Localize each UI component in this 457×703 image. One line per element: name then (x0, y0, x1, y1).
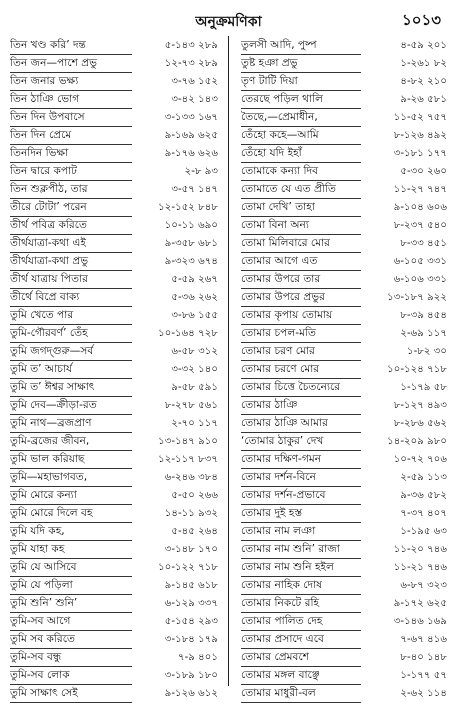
entry-reference: ৭-৩৭ ৪০৭ (400, 508, 447, 519)
entry-reference: ৩-৩২ ১৪০ (171, 364, 218, 375)
index-entry (229, 414, 451, 432)
entry-reference: ৯-৩২৩ ৬৭৪ (164, 256, 218, 267)
entry-text: তুমি-সব আগে (10, 612, 132, 631)
index-entry (229, 486, 451, 504)
entry-text: তোমার চপল-মতি (241, 324, 361, 343)
entry-text: তুমি যদি কহ, (10, 522, 132, 541)
index-entry (229, 558, 451, 576)
entry-text: তুমি সব করিতে (10, 630, 132, 649)
entry-reference: ১-১৭৭ ৫৭ (400, 670, 447, 681)
index-entry (6, 522, 228, 540)
entry-reference: ৩-৮৬ ১৫৫ (171, 310, 218, 321)
index-entry (6, 252, 228, 270)
index-entry (229, 144, 451, 162)
entry-reference: ১২-১১৭ ৮৩৭ (158, 454, 218, 465)
entry-reference: ৭-৯ ৪০১ (178, 652, 218, 663)
entry-reference: ৫-৩৬ ২৬২ (171, 292, 218, 303)
index-entry (6, 576, 228, 594)
entry-text: তোমার উপরে তার (241, 270, 361, 289)
entry-reference: ৯-৫৮ ৫৯১ (171, 382, 218, 393)
index-entry (6, 324, 228, 342)
entry-reference: ১০-১২২ ৭১৮ (158, 562, 218, 573)
entry-text: তুমি যে আসিবে (10, 558, 132, 577)
entry-text: তীর্থে বিপ্রে বাক্য (10, 288, 132, 307)
entry-reference: ১-১৯৫ ৬৩ (400, 526, 447, 537)
index-entry (6, 270, 228, 288)
entry-reference: ১৩-১৮৭ ৯২২ (387, 292, 447, 303)
index-entry (229, 252, 451, 270)
entry-reference: ১-১৭৯ ৫৮ (400, 382, 447, 393)
entry-reference: ১১-৫২ ৭৫৭ (393, 112, 447, 123)
index-entry (6, 306, 228, 324)
entry-text: তুলসী আদি, পুষ্প (241, 36, 361, 55)
entry-text: তীর্থযাত্রা-কথা এই (10, 234, 132, 253)
index-entry (6, 486, 228, 504)
index-entry (229, 432, 451, 450)
entry-text: তৈছে,—প্রেমাধীন, (241, 108, 361, 127)
entry-text: তোমার মাধুরী-বল (241, 684, 361, 703)
entry-text: তিনদিন ভিক্ষা (10, 144, 132, 163)
index-entry (229, 378, 451, 396)
entry-reference: ৬-১০৫ ৩৩১ (393, 256, 447, 267)
index-entry (6, 414, 228, 432)
entry-reference: ৮-১২৬ ৪৯২ (393, 130, 447, 141)
right-column (229, 36, 451, 699)
index-entry (229, 216, 451, 234)
index-entry (6, 504, 228, 522)
entry-text: তুমি ত’ আচার্য (10, 360, 132, 379)
entry-reference: ২-৮ ৯৩ (184, 166, 218, 177)
entry-reference: ১১-২০ ৭৪৬ (393, 544, 447, 555)
entry-text: তেরছে পড়িল থালি (241, 90, 361, 109)
page-number: ১০১৩ (402, 11, 441, 29)
entry-text: তুমি যাহা কহ (10, 540, 132, 559)
entry-reference: ৩-৭৬ ১৫২ (171, 76, 218, 87)
entry-text: তৃণ টাটি দিয়া (241, 72, 361, 91)
entry-text: তোমার ঠাঞি (241, 396, 361, 415)
entry-reference: ৯-১৬৯ ৬২৫ (164, 130, 218, 141)
entry-text: তুমি-সব লোক (10, 666, 132, 685)
page-header (0, 8, 457, 34)
entry-reference: ৯-২৬ ৫৮১ (400, 94, 447, 105)
entry-reference: ৮-২৩৭ ৫৪০ (393, 220, 447, 231)
index-entry (6, 36, 228, 54)
entry-text: তুমি সাক্ষাৎ সেই (10, 684, 132, 703)
entry-text: তোমার পালিত দেহ (241, 612, 361, 631)
index-entry (6, 234, 228, 252)
index-entry (6, 144, 228, 162)
entry-text: তোমার প্রেমবশে (241, 648, 361, 667)
entry-text: তোমা দেখি’ তাহা (241, 198, 361, 217)
entry-text: তোমার চিত্তে চৈতন্যেরে (241, 378, 361, 397)
index-entry (6, 432, 228, 450)
entry-text: তোমার চরণে মোর (241, 360, 361, 379)
entry-text: তুমি শুনি’ শুনি’ (10, 594, 132, 613)
entry-text: তোমার উপরে প্রভুর (241, 288, 361, 307)
entry-reference: ২-৬৯ ১১৭ (400, 328, 447, 339)
entry-reference: ৯-৩৫৮ ৬৮১ (164, 238, 218, 249)
entry-reference: ২-৬২ ১১৪ (400, 688, 447, 699)
entry-reference: ১৪-১১ ৯৩২ (164, 508, 218, 519)
entry-text: তুমি মোরে কন্যা (10, 486, 132, 505)
entry-reference: ৮-৩৩ ৪৫১ (400, 238, 447, 249)
index-entry (6, 90, 228, 108)
index-entry (6, 288, 228, 306)
entry-reference: ৯-৩৬ ৫৮২ (400, 490, 447, 501)
left-column (6, 36, 229, 699)
entry-reference: ৫-৫০ ২৬৬ (171, 490, 218, 501)
index-entry (229, 576, 451, 594)
entry-text: তোমার প্রসাদে এবে (241, 630, 361, 649)
entry-reference: ২-৫৯ ১১৩ (400, 472, 447, 483)
entry-text: তোমার কৃপায় তোমায় (241, 306, 361, 325)
entry-reference: ৯-১০৪ ৬০৬ (393, 202, 447, 213)
index-entry (6, 684, 228, 702)
entry-reference: ১২-১৫২ ৮৪৮ (158, 202, 218, 213)
index-entry (6, 540, 228, 558)
entry-text: তেঁহো যদি ইহাঁ (241, 144, 361, 163)
entry-reference: ৮-২৮৬ ৫৬২ (393, 418, 447, 429)
entry-text: তোমা বিনা অন্য (241, 216, 361, 235)
entry-text: তোমা মিলিবারে মোর (241, 234, 361, 253)
entry-reference: ৯-১২৬ ৬১২ (164, 688, 218, 699)
entry-reference: ১-২৬১ ৮২ (400, 58, 447, 69)
entry-reference: ৫-৩০ ২৬০ (400, 166, 447, 177)
entry-reference: ১৩-১৪৭ ৯১০ (158, 436, 218, 447)
index-entry (6, 666, 228, 684)
entry-reference: ৩-১৩৩ ১৬৭ (164, 112, 218, 123)
index-columns (6, 36, 451, 699)
index-entry (229, 72, 451, 90)
entry-text: তিন শুক্লপীঠ, তার (10, 180, 132, 199)
index-entry (6, 360, 228, 378)
index-entry (229, 540, 451, 558)
index-entry (6, 162, 228, 180)
entry-text: তুমি জগদ্‌গুরু—সর্ব (10, 342, 132, 361)
entry-text: তুষ্ট হঞা প্রভু (241, 54, 361, 73)
index-entry (229, 450, 451, 468)
index-entry (6, 558, 228, 576)
index-entry (6, 396, 228, 414)
entry-text: তুমি—মহাভাগবত, (10, 468, 132, 487)
entry-reference: ৩-৪২ ১৪৩ (171, 94, 218, 105)
entry-reference: ৩-১৪৮ ১৭০ (164, 544, 218, 555)
entry-text: তোমার ঠাঞি আমার (241, 414, 361, 433)
index-entry (229, 612, 451, 630)
entry-text: তুমি ত’ ঈশ্বর সাক্ষাৎ (10, 378, 132, 397)
entry-reference: ৮-৪০ ১৪৮ (400, 652, 447, 663)
entry-text: তিন খণ্ড করি’ দন্ত (10, 36, 132, 55)
index-entry (6, 72, 228, 90)
index-entry (229, 360, 451, 378)
entry-reference: ১২-৭৩ ২৮৯ (164, 58, 218, 69)
index-entry (229, 648, 451, 666)
entry-text: তোমার দক্ষিণ-গমন (241, 450, 361, 469)
entry-text: তিন দিন উপবাসে (10, 108, 132, 127)
index-entry (229, 36, 451, 54)
index-entry (6, 342, 228, 360)
index-entry (229, 288, 451, 306)
entry-reference: ৪-৮২ ২১০ (400, 76, 447, 87)
entry-text: তোমার নাম শুনি হইল (241, 558, 361, 577)
entry-text: তিন ঠাঞি ভোগ (10, 90, 132, 109)
index-entry (6, 54, 228, 72)
entry-reference: ৫-১৫৪ ২৯৩ (164, 616, 218, 627)
entry-reference: ৯-১৭২ ৬২৫ (393, 598, 447, 609)
entry-reference: ৫-১৪৩ ২৮৯ (164, 40, 218, 51)
entry-reference: ৭-৬৭ ৪১৬ (400, 634, 447, 645)
index-entry (229, 504, 451, 522)
entry-text: তীর্থ পবিত্র করিতে (10, 216, 132, 235)
entry-text: তুমি যে পড়িলা (10, 576, 132, 595)
entry-reference: ৩-৫৭ ১৪৭ (171, 184, 218, 195)
entry-reference: ৩-১৮৯ ১৮০ (164, 670, 218, 681)
index-entry (229, 630, 451, 648)
entry-reference: ৬-১২৯ ৩৩৭ (164, 598, 218, 609)
entry-text: তুমি দেব—ক্রীড়া-রত (10, 396, 132, 415)
entry-text: তোমার নাম শুনি’ রাজা (241, 540, 361, 559)
index-entry (229, 324, 451, 342)
index-entry (6, 630, 228, 648)
index-entry (229, 468, 451, 486)
index-entry (6, 612, 228, 630)
entry-reference: ১০-১২৪ ৭১৮ (387, 364, 447, 375)
entry-text: তীর্থযাত্রা-কথা প্রভু (10, 252, 132, 271)
index-entry (229, 54, 451, 72)
entry-text: তোমার নিকটে রহি (241, 594, 361, 613)
index-entry (229, 234, 451, 252)
index-entry (6, 468, 228, 486)
entry-reference: ৩-১৪৬ ১৬৯ (393, 616, 447, 627)
index-entry (6, 450, 228, 468)
entry-reference: ৩-১৮১ ১৭৭ (393, 148, 447, 159)
entry-reference: ৬-১০৬ ৩৩১ (393, 274, 447, 285)
entry-text: তোমাতে যে এত প্রীতি (241, 180, 361, 199)
entry-text: তুমি খেতে পার (10, 306, 132, 325)
entry-text: তিন দ্বারে কপাট (10, 162, 132, 181)
entry-text: তিন জন—পাশে প্রভু (10, 54, 132, 73)
entry-reference: ১১-২৭ ৭৪৭ (393, 184, 447, 195)
index-entry (6, 180, 228, 198)
entry-text: তোমার দুই হস্ত (241, 504, 361, 523)
index-entry (229, 126, 451, 144)
entry-text: তুমি-গৌরবর্ণ’ তেঁহ (10, 324, 132, 343)
entry-text: ‘তোমার ঠাকুর’ দেখ (241, 432, 361, 451)
entry-text: তুমি নাথ—ব্রজপ্রাণ (10, 414, 132, 433)
entry-text: তোমাকে কন্যা দিব (241, 162, 361, 181)
index-entry (229, 522, 451, 540)
entry-reference: ৯-১৪৫ ৬১৮ (164, 580, 218, 591)
entry-reference: ৪-৫৯ ২০১ (400, 40, 447, 51)
index-entry (229, 162, 451, 180)
entry-reference: ৮-১২৭ ৪৯৩ (393, 400, 447, 411)
index-entry (229, 108, 451, 126)
entry-reference: ১-৮২ ৩০ (406, 346, 447, 357)
entry-text: তোমার চরণ মোর (241, 342, 361, 361)
entry-reference: ৬-২৪৬ ৩৮৪ (164, 472, 218, 483)
index-entry (6, 594, 228, 612)
entry-text: তুমি মোরে দিলে বহ (10, 504, 132, 523)
entry-text: তেঁহো কহে—আমি (241, 126, 361, 145)
entry-reference: ১০-৭২ ৭০৬ (393, 454, 447, 465)
index-entry (229, 594, 451, 612)
page-title: অনুক্রমণিকা (195, 14, 262, 30)
entry-text: তীরে টোটা’ পরেন (10, 198, 132, 217)
entry-text: তুমি ভাল করিয়াছ (10, 450, 132, 469)
index-entry (6, 216, 228, 234)
index-entry (229, 90, 451, 108)
index-entry (229, 306, 451, 324)
entry-reference: ৬-৫৮ ৩১২ (171, 346, 218, 357)
index-entry (229, 198, 451, 216)
entry-text: তিন জনার ভক্ষ্য (10, 72, 132, 91)
index-entry (229, 684, 451, 702)
index-entry (6, 108, 228, 126)
index-entry (6, 198, 228, 216)
entry-reference: ১১-২১ ৭৪৬ (393, 562, 447, 573)
entry-text: তোমার নাহিক দোষ (241, 576, 361, 595)
entry-reference: ২-৭০ ১১৭ (171, 418, 218, 429)
entry-reference: ৯-১৭৬ ৬২৬ (164, 148, 218, 159)
index-entry (229, 666, 451, 684)
index-entry (229, 396, 451, 414)
index-entry (6, 648, 228, 666)
entry-reference: ১৪-২০৯ ৯৮০ (387, 436, 447, 447)
entry-reference: ৮-৩৯ ৪৫৪ (400, 310, 447, 321)
entry-text: তোমার দর্শন-প্রভাবে (241, 486, 361, 505)
entry-text: তুমি-ব্রজের জীবন, (10, 432, 132, 451)
index-entry (6, 378, 228, 396)
entry-reference: ৩-১৮৪ ১৭৯ (164, 634, 218, 645)
entry-text: তোমার মঙ্গল বাঞ্ছে (241, 666, 361, 685)
entry-text: তীর্থ যাত্রায় পিতার (10, 270, 132, 289)
index-entry (229, 270, 451, 288)
entry-text: তিন দিন প্রেমে (10, 126, 132, 145)
entry-reference: ৫-৫৯ ২৬৭ (171, 274, 218, 285)
entry-text: তোমার দর্শন-বিনে (241, 468, 361, 487)
entry-reference: ৮-২৭৮ ৫৬১ (164, 400, 218, 411)
entry-text: তোমার আগে এত (241, 252, 361, 271)
entry-reference: ৫-৪৫ ২৬৪ (171, 526, 218, 537)
index-entry (229, 180, 451, 198)
index-entry (229, 342, 451, 360)
entry-text: তুমি-সব বন্ধু (10, 648, 132, 667)
entry-text: তোমার নাম লঞা (241, 522, 361, 541)
entry-reference: ১০-১১ ৬৯০ (164, 220, 218, 231)
entry-reference: ৬-৮৭ ৩২৩ (400, 580, 447, 591)
entry-reference: ১০-১৬৪ ৭২৮ (158, 328, 218, 339)
index-entry (6, 126, 228, 144)
